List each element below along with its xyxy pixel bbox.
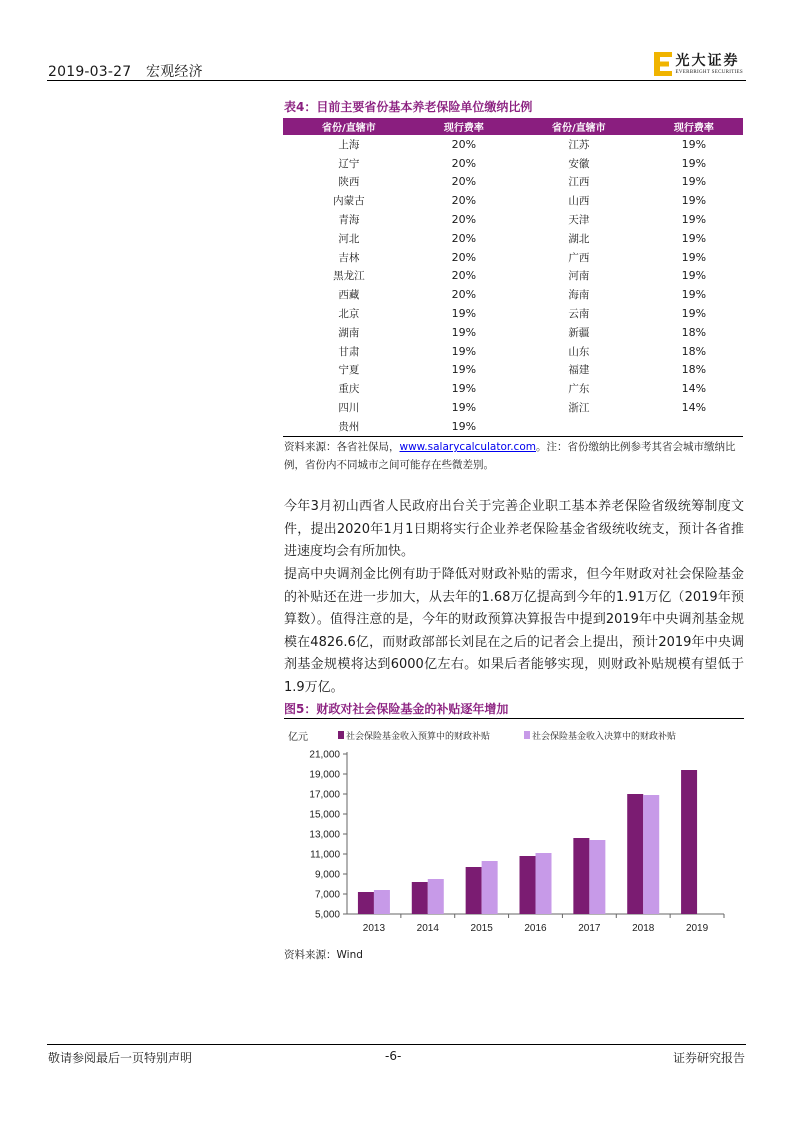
- rate-a: 20%: [451, 156, 477, 170]
- table-row: [283, 210, 743, 229]
- report-section: 宏观经济: [146, 64, 203, 80]
- province-a: 辽宁: [338, 157, 360, 170]
- province-a: 四川: [338, 402, 360, 415]
- rate-a: 20%: [451, 175, 477, 189]
- table-row: [283, 154, 743, 173]
- y-tick-label: 7,000: [314, 889, 340, 901]
- province-b: 天津: [568, 214, 590, 227]
- rate-a: 20%: [451, 269, 477, 283]
- table-row: [283, 323, 743, 342]
- rate-b: 19%: [681, 175, 707, 189]
- province-a: 陕西: [338, 176, 360, 189]
- table-row: [283, 248, 743, 267]
- province-b: 河南: [568, 270, 590, 283]
- paragraph-2: 提高中央调剂金比例有助于降低对财政补贴的需求，但今年财政对社会保险基金的补贴还在进一步加大，从去年的1.68万亿提高到今年的1.91万亿（2019年预算数）。值得注意的是，今年的财政预算决算报告中提到2019年中央调剂基金规模在4826.6亿，而财政部部长刘昆在之后的记者会上提出，预计2019年中央调剂基金规模将达到6000亿左右。如果后者能够实现，则财政补贴规模有望低于1.9万亿。: [284, 567, 744, 695]
- paragraph-1: 今年3月初山西省人民政府出台关于完善企业职工基本养老保险省级统筹制度文件，提出2020年1月1日期将实行企业养老保险基金省级统收统支，预计各省推进速度均会有所加快。: [284, 499, 744, 559]
- table-row: [283, 229, 743, 248]
- province-a: 贵州: [283, 417, 415, 436]
- province-b: 福建: [568, 364, 590, 377]
- rate-a: 19%: [415, 417, 513, 436]
- rate-b: 19%: [681, 231, 707, 245]
- rate-b: 19%: [681, 307, 707, 321]
- y-tick-label: 21,000: [309, 749, 340, 761]
- province-a: 黑龙江: [333, 270, 365, 283]
- rate-a: 20%: [451, 231, 477, 245]
- figure-caption: 图5：财政对社会保险基金的补贴逐年增加: [284, 702, 509, 716]
- table-row: [283, 191, 743, 210]
- province-a: 吉林: [338, 251, 360, 264]
- province-a: 宁夏: [338, 364, 360, 377]
- province-b: 安徽: [568, 157, 590, 170]
- province-b: [513, 417, 645, 436]
- rate-b: 19%: [681, 194, 707, 208]
- x-tick-label: 2019: [685, 923, 709, 934]
- province-a: 湖南: [338, 326, 360, 339]
- table-row: [283, 417, 743, 436]
- table-source-prefix: 资料来源：各省社保局，: [284, 441, 400, 453]
- bar-final-2018: [643, 795, 659, 914]
- province-a: 青海: [338, 214, 360, 227]
- rate-a: 19%: [451, 307, 477, 321]
- page-number: -6-: [385, 1049, 402, 1063]
- legend-swatch-1: [338, 731, 344, 739]
- table-source-note: 。注：省份缴纳比例参考其省会城市缴纳比例，省份内不同城市之间可能存在些微差别。: [284, 441, 736, 471]
- y-tick-label: 5,000: [314, 909, 340, 921]
- province-a: 甘肃: [338, 345, 360, 358]
- rate-a: 20%: [451, 213, 477, 227]
- x-tick-label: 2016: [524, 923, 547, 934]
- subsidy-bar-chart: [284, 722, 744, 942]
- header-divider: [47, 80, 746, 81]
- province-b: 浙江: [568, 402, 590, 415]
- table-row: [283, 361, 743, 380]
- rate-a: 19%: [451, 363, 477, 377]
- y-axis-unit-label: 亿元: [288, 732, 308, 743]
- rate-a: 20%: [451, 250, 477, 264]
- bar-final-2017: [589, 840, 605, 914]
- col-header-province-2: 省份/直辖市: [513, 118, 645, 135]
- figure-caption-rule: [284, 718, 744, 719]
- table-row: [283, 379, 743, 398]
- bar-budget-2013: [358, 892, 374, 914]
- col-header-rate-1: 现行费率: [415, 118, 513, 135]
- bar-final-2013: [374, 890, 390, 914]
- province-a: 重庆: [338, 383, 360, 396]
- province-a: 北京: [338, 308, 360, 321]
- bar-budget-2017: [573, 838, 589, 914]
- rate-b: 19%: [681, 156, 707, 170]
- rate-a: 19%: [451, 325, 477, 339]
- rate-b: 18%: [681, 344, 707, 358]
- table-header-row: [283, 118, 743, 135]
- table-row: [283, 285, 743, 304]
- x-tick-label: 2014: [416, 923, 439, 934]
- province-b: 山东: [568, 345, 590, 358]
- legend-label-1: 社会保险基金收入预算中的财政补贴: [346, 731, 491, 741]
- bar-budget-2018: [627, 794, 643, 914]
- province-b: 海南: [568, 289, 590, 302]
- x-tick-label: 2015: [470, 923, 493, 934]
- everbright-logo: [654, 52, 743, 76]
- rate-a: 19%: [451, 344, 477, 358]
- rate-b: 19%: [681, 137, 707, 151]
- table-row: [283, 173, 743, 192]
- footer-report-type: 证券研究报告: [672, 1051, 745, 1065]
- figure-source: 资料来源：Wind: [284, 949, 363, 961]
- rate-b: 19%: [681, 288, 707, 302]
- y-tick-label: 19,000: [309, 769, 340, 781]
- rate-a: 19%: [451, 401, 477, 415]
- source-link[interactable]: www.salarycalculator.com: [399, 441, 536, 453]
- province-b: 湖北: [568, 232, 590, 245]
- bar-budget-2016: [520, 856, 536, 914]
- rate-b: 14%: [681, 382, 707, 396]
- x-tick-label: 2013: [362, 923, 386, 934]
- logo-name-cn: 光大证券: [675, 52, 740, 69]
- col-header-province-1: 省份/直辖市: [283, 118, 415, 135]
- province-a: 内蒙古: [333, 195, 365, 208]
- y-tick-label: 17,000: [309, 789, 340, 801]
- bar-final-2016: [536, 853, 552, 914]
- logo-name-en: EVERBRIGHT SECURITIES: [675, 69, 743, 75]
- bar-final-2015: [482, 861, 498, 914]
- y-tick-label: 11,000: [310, 849, 340, 861]
- table-row: [283, 304, 743, 323]
- table-row: [283, 267, 743, 286]
- rate-b: 18%: [681, 363, 707, 377]
- rate-b: 14%: [681, 401, 707, 415]
- table-row: [283, 135, 743, 154]
- rate-a: 20%: [451, 194, 477, 208]
- footer-divider: [47, 1044, 746, 1045]
- rate-b: 19%: [681, 213, 707, 227]
- province-b: 江西: [568, 176, 590, 189]
- rate-a: 20%: [451, 137, 477, 151]
- x-tick-label: 2017: [578, 923, 601, 934]
- province-b: 广西: [568, 251, 590, 264]
- table-source: [284, 438, 744, 474]
- bar-final-2014: [428, 879, 444, 914]
- rate-b: [645, 417, 743, 436]
- col-header-rate-2: 现行费率: [645, 118, 743, 135]
- legend-label-2: 社会保险基金收入决算中的财政补贴: [532, 731, 677, 741]
- province-a: 西藏: [338, 289, 360, 302]
- province-b: 云南: [568, 308, 590, 321]
- table-row: [283, 398, 743, 417]
- province-a: 河北: [338, 232, 360, 245]
- page-header: [48, 61, 203, 81]
- bar-budget-2015: [466, 867, 482, 914]
- province-b: 广东: [568, 383, 590, 396]
- rate-a: 20%: [451, 288, 477, 302]
- y-tick-label: 15,000: [309, 809, 340, 821]
- report-date: 2019-03-27: [48, 64, 132, 80]
- rate-a: 19%: [451, 382, 477, 396]
- province-a: 上海: [338, 138, 360, 151]
- table-body: [283, 135, 743, 436]
- bar-budget-2014: [412, 882, 428, 914]
- pension-rate-table: [283, 118, 743, 437]
- province-b: 江苏: [568, 138, 590, 151]
- everbright-logo-icon: [654, 52, 672, 76]
- legend-swatch-2: [524, 731, 530, 739]
- table-caption: 表4：目前主要省份基本养老保险单位缴纳比例: [284, 100, 533, 114]
- province-b: 新疆: [568, 326, 590, 339]
- y-tick-label: 9,000: [314, 869, 340, 881]
- x-tick-label: 2018: [632, 923, 655, 934]
- table-row: [283, 342, 743, 361]
- rate-b: 18%: [681, 325, 707, 339]
- rate-b: 19%: [681, 250, 707, 264]
- province-b: 山西: [568, 195, 590, 208]
- bar-budget-2019: [681, 770, 697, 914]
- footer-disclaimer: 敬请参阅最后一页特别声明: [48, 1051, 193, 1065]
- y-tick-label: 13,000: [309, 829, 340, 841]
- rate-b: 19%: [681, 269, 707, 283]
